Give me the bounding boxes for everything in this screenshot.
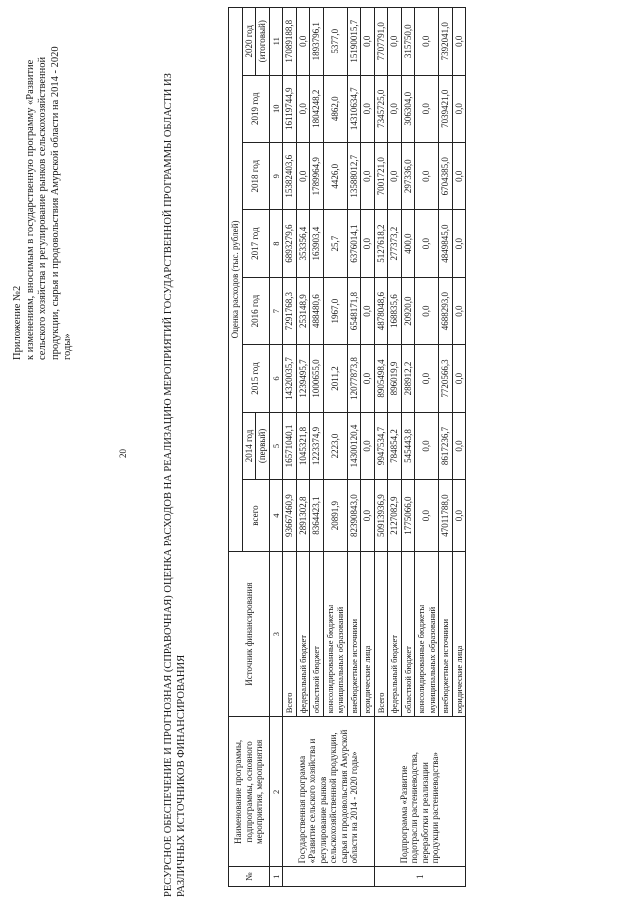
amount-cell: 0,0 <box>388 8 402 76</box>
col-index: 7 <box>269 277 283 344</box>
amount-cell: 2011,2 <box>323 345 347 412</box>
amount-cell: 0,0 <box>452 412 466 479</box>
funding-source: консолидированные бюджеты муниципальных образований <box>415 551 439 716</box>
amount-cell: 0,0 <box>361 412 375 479</box>
col-index: 5 <box>269 412 283 479</box>
col-index: 9 <box>269 142 283 209</box>
amount-cell: 0,0 <box>415 8 439 76</box>
funding-source: областной бюджет <box>310 551 324 716</box>
amount-cell: 1000655,0 <box>310 345 324 412</box>
funding-source: юридические лица <box>452 551 466 716</box>
amount-cell: 7345725,0 <box>374 75 388 142</box>
appendix-heading: Приложение №2 <box>12 285 23 360</box>
col-index: 4 <box>269 480 283 552</box>
amount-cell: 1775066,0 <box>401 480 415 552</box>
amount-cell: 7707791,0 <box>374 8 388 76</box>
amount-cell: 9947534,7 <box>374 412 388 479</box>
amount-cell: 16571040,1 <box>283 412 297 479</box>
amount-cell: 545443,8 <box>401 412 415 479</box>
amount-cell: 17089188,8 <box>283 8 297 76</box>
header-source: Источник финансирования <box>229 551 270 716</box>
appendix-text: к изменениям, вносимым в государственную программу «Развитие сельского хозяйства и регулирование рынков сельскохозяйственной продукции, сырья и продовольствия Амурской области на 2014 - 2020 годы» <box>24 46 73 360</box>
amount-cell: 1789964,9 <box>310 142 324 209</box>
amount-cell: 8617236,7 <box>439 412 453 479</box>
amount-cell: 5377,0 <box>323 8 347 76</box>
funding-source: федеральный бюджет <box>296 551 310 716</box>
table-row <box>283 8 297 887</box>
amount-cell: 14310634,7 <box>347 75 361 142</box>
amount-cell: 25,7 <box>323 210 347 277</box>
col-index: 3 <box>269 551 283 716</box>
funding-table <box>228 7 466 887</box>
appendix-block <box>12 20 75 360</box>
amount-cell: 47011788,0 <box>439 480 453 552</box>
funding-source: внебюджетные источники <box>347 551 361 716</box>
amount-cell: 0,0 <box>452 210 466 277</box>
col-index: 2 <box>269 717 283 867</box>
amount-cell: 7039421,0 <box>439 75 453 142</box>
amount-cell: 0,0 <box>415 412 439 479</box>
amount-cell: 315750,0 <box>401 8 415 76</box>
col-index: 6 <box>269 345 283 412</box>
amount-cell: 82390843,0 <box>347 480 361 552</box>
row-number: 1 <box>374 867 466 887</box>
amount-cell: 488480,6 <box>310 277 324 344</box>
header-total: всего <box>242 480 269 552</box>
amount-cell: 1045321,8 <box>296 412 310 479</box>
amount-cell: 400,0 <box>401 210 415 277</box>
amount-cell: 8905498,4 <box>374 345 388 412</box>
funding-source: юридические лица <box>361 551 375 716</box>
amount-cell: 4849845,0 <box>439 210 453 277</box>
amount-cell: 7291768,3 <box>283 277 297 344</box>
amount-cell: 16119744,9 <box>283 75 297 142</box>
amount-cell: 2127082,9 <box>388 480 402 552</box>
amount-cell: 0,0 <box>361 480 375 552</box>
amount-cell: 0,0 <box>296 8 310 76</box>
amount-cell: 0,0 <box>388 142 402 209</box>
amount-cell: 0,0 <box>296 142 310 209</box>
header-2020-note: (итоговый) <box>256 8 270 76</box>
row-number <box>283 867 375 887</box>
amount-cell: 0,0 <box>296 75 310 142</box>
program-name: Государственная программа «Развитие сельского хозяйства и регулирование рынков сельскохозяйственной продукции, сырья и продовольствия Амурской области на 2014 - 2020 годы» <box>283 717 375 867</box>
amount-cell: 297336,0 <box>401 142 415 209</box>
amount-cell: 0,0 <box>361 210 375 277</box>
header-2016: 2016 год <box>242 277 269 344</box>
amount-cell: 4688293,0 <box>439 277 453 344</box>
amount-cell: 0,0 <box>415 277 439 344</box>
funding-source: внебюджетные источники <box>439 551 453 716</box>
header-name: Наименование программы, подпрограммы, основного мероприятия, мероприятия <box>229 717 270 867</box>
header-2015: 2015 год <box>242 345 269 412</box>
funding-source: консолидированные бюджеты муниципальных образований <box>323 551 347 716</box>
amount-cell: 253148,9 <box>296 277 310 344</box>
amount-cell: 7720566,3 <box>439 345 453 412</box>
amount-cell: 0,0 <box>415 142 439 209</box>
amount-cell: 306304,0 <box>401 75 415 142</box>
amount-cell: 0,0 <box>415 480 439 552</box>
amount-cell: 0,0 <box>361 277 375 344</box>
amount-cell: 15382403,6 <box>283 142 297 209</box>
amount-cell: 20920,0 <box>401 277 415 344</box>
amount-cell: 0,0 <box>388 75 402 142</box>
amount-cell: 0,0 <box>452 345 466 412</box>
amount-cell: 4426,0 <box>323 142 347 209</box>
header-num: № <box>229 867 270 887</box>
column-index-row <box>269 8 283 887</box>
amount-cell: 0,0 <box>452 8 466 76</box>
col-index: 1 <box>269 867 283 887</box>
table-row <box>374 8 388 887</box>
amount-cell: 0,0 <box>452 480 466 552</box>
col-index: 10 <box>269 75 283 142</box>
funding-source: Всего <box>283 551 297 716</box>
amount-cell: 0,0 <box>452 75 466 142</box>
page-number: 20 <box>118 449 128 458</box>
header-2019: 2019 год <box>242 75 269 142</box>
amount-cell: 20891,9 <box>323 480 347 552</box>
amount-cell: 6376014,1 <box>347 210 361 277</box>
amount-cell: 14320035,7 <box>283 345 297 412</box>
header-2014-note: (первый) <box>256 412 270 479</box>
program-name: Подпрограмма «Развитие подотрасли растениеводства, переработки и реализации продукции растениеводства» <box>374 717 466 867</box>
amount-cell: 784854,2 <box>388 412 402 479</box>
amount-cell: 1223374,9 <box>310 412 324 479</box>
header-2014: 2014 год <box>242 412 256 479</box>
amount-cell: 93667460,9 <box>283 480 297 552</box>
header-estimate: Оценка расходов (тыс. рублей) <box>229 8 243 552</box>
amount-cell: 6893279,6 <box>283 210 297 277</box>
header-2017: 2017 год <box>242 210 269 277</box>
amount-cell: 288912,2 <box>401 345 415 412</box>
funding-source: Всего <box>374 551 388 716</box>
amount-cell: 50913936,9 <box>374 480 388 552</box>
amount-cell: 0,0 <box>361 142 375 209</box>
amount-cell: 14300120,4 <box>347 412 361 479</box>
amount-cell: 4878048,6 <box>374 277 388 344</box>
header-2018: 2018 год <box>242 142 269 209</box>
funding-source: областной бюджет <box>401 551 415 716</box>
amount-cell: 0,0 <box>452 277 466 344</box>
col-index: 8 <box>269 210 283 277</box>
amount-cell: 0,0 <box>415 345 439 412</box>
amount-cell: 896019,9 <box>388 345 402 412</box>
col-index: 11 <box>269 8 283 76</box>
amount-cell: 8364423,1 <box>310 480 324 552</box>
amount-cell: 277373,2 <box>388 210 402 277</box>
amount-cell: 7392041,0 <box>439 8 453 76</box>
amount-cell: 13588012,7 <box>347 142 361 209</box>
amount-cell: 6704385,0 <box>439 142 453 209</box>
amount-cell: 1893796,1 <box>310 8 324 76</box>
amount-cell: 12077873,8 <box>347 345 361 412</box>
amount-cell: 0,0 <box>361 345 375 412</box>
amount-cell: 2223,0 <box>323 412 347 479</box>
amount-cell: 0,0 <box>361 8 375 76</box>
amount-cell: 15190015,7 <box>347 8 361 76</box>
amount-cell: 2891302,8 <box>296 480 310 552</box>
funding-source: федеральный бюджет <box>388 551 402 716</box>
amount-cell: 0,0 <box>452 142 466 209</box>
amount-cell: 1804248,2 <box>310 75 324 142</box>
amount-cell: 168835,6 <box>388 277 402 344</box>
amount-cell: 0,0 <box>415 210 439 277</box>
amount-cell: 4862,0 <box>323 75 347 142</box>
amount-cell: 353356,4 <box>296 210 310 277</box>
amount-cell: 163903,4 <box>310 210 324 277</box>
amount-cell: 5127618,2 <box>374 210 388 277</box>
header-2020: 2020 год <box>242 8 256 76</box>
document-title: РЕСУРСНОЕ ОБЕСПЕЧЕНИЕ И ПРОГНОЗНАЯ (СПРАВОЧНАЯ) ОЦЕНКА РАСХОДОВ НА РЕАЛИЗАЦИЮ МЕРОПРИЯТИЙ ГОСУДАРСТВЕННОЙ ПРОГРАММЫ ОБЛАСТИ ИЗ РАЗЛИЧНЫХ ИСТОЧНИКОВ ФИНАНСИРОВАНИЯ <box>163 73 187 897</box>
amount-cell: 6548171,8 <box>347 277 361 344</box>
amount-cell: 1967,0 <box>323 277 347 344</box>
amount-cell: 0,0 <box>415 75 439 142</box>
amount-cell: 7001721,0 <box>374 142 388 209</box>
amount-cell: 0,0 <box>361 75 375 142</box>
amount-cell: 1239495,7 <box>296 345 310 412</box>
